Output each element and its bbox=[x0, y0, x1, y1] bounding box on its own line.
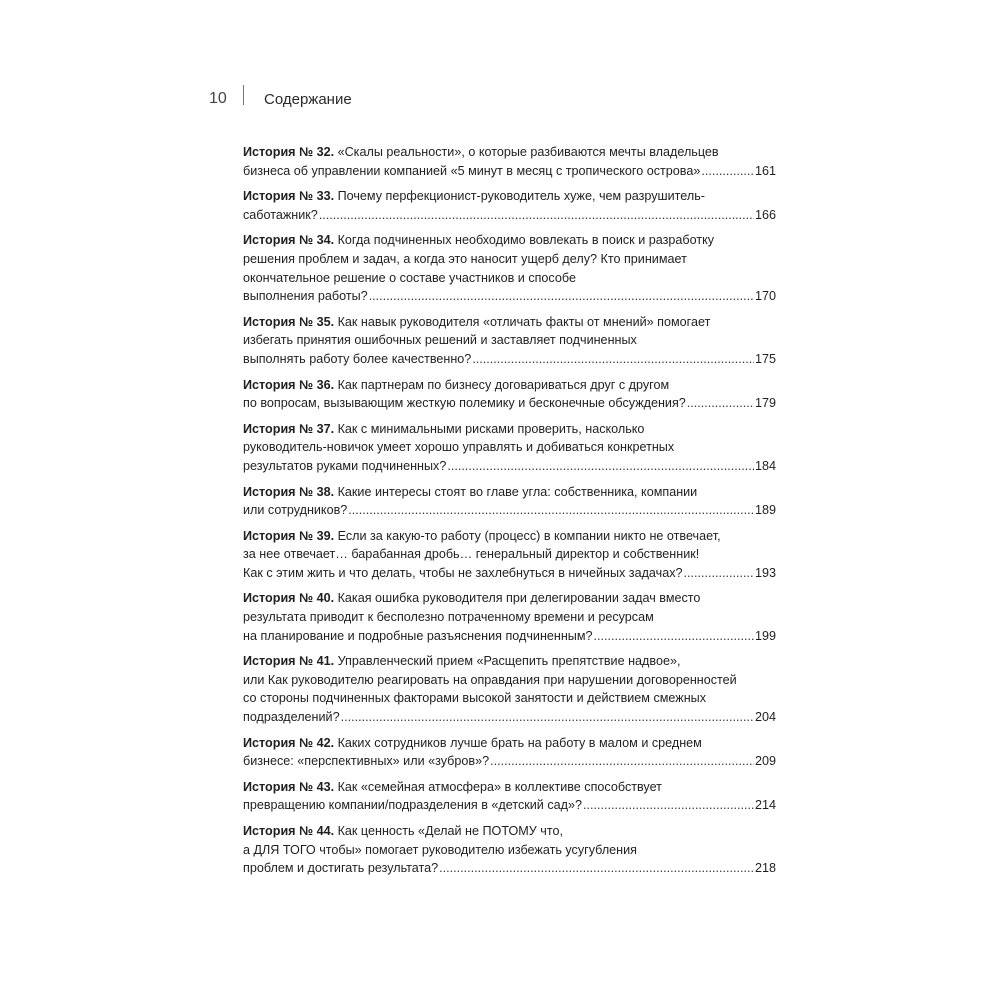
toc-line-text: бизнесе: «перспективных» или «зубров»? bbox=[243, 754, 490, 769]
toc-line bbox=[243, 206, 776, 225]
toc-line bbox=[243, 796, 776, 815]
toc-line-text-wrap bbox=[243, 501, 347, 520]
toc-line bbox=[243, 841, 776, 860]
toc-entry[interactable] bbox=[243, 778, 776, 815]
toc-line-text: избегать принятия ошибочных решений и заставляет подчиненных bbox=[243, 333, 637, 348]
toc-page-number: 179 bbox=[754, 396, 776, 411]
toc-line-text-wrap bbox=[243, 315, 710, 329]
story-label: История № 41. bbox=[243, 654, 335, 669]
toc-line bbox=[243, 350, 776, 369]
toc-line bbox=[243, 231, 776, 250]
toc-line-text: или сотрудников? bbox=[243, 503, 348, 518]
dot-leader bbox=[684, 564, 754, 583]
toc-entry[interactable] bbox=[243, 313, 776, 369]
toc-line-text: Как с минимальными рисками проверить, насколько bbox=[334, 421, 645, 436]
toc-line-text: по вопросам, вызывающим жесткую полемику и бесконечные обсуждения? bbox=[243, 396, 686, 411]
toc-page-number: 189 bbox=[754, 503, 776, 518]
dot-leader bbox=[472, 350, 754, 369]
toc-line-text: выполнения работы? bbox=[243, 289, 368, 304]
toc-entry[interactable] bbox=[243, 652, 776, 726]
toc-line-text: Если за какую-то работу (процесс) в компании никто не отвечает, bbox=[334, 528, 721, 543]
toc-line-text: Как ценность «Делай не ПОТОМУ что, bbox=[334, 824, 563, 838]
dot-leader bbox=[701, 162, 754, 181]
toc-line-text: Какая ошибка руководителя при делегировании задач вместо bbox=[334, 591, 701, 606]
dot-leader bbox=[594, 627, 754, 646]
toc-line bbox=[243, 331, 776, 350]
toc-line bbox=[243, 162, 776, 181]
toc-line-text: решения проблем и задач, а когда это наносит ущерб делу? Кто принимает bbox=[243, 251, 687, 266]
toc-line-text: за нее отвечает… барабанная дробь… генеральный директор и собственник! bbox=[243, 547, 700, 562]
toc-line-text: подразделений? bbox=[243, 710, 340, 725]
toc-entry[interactable] bbox=[243, 734, 776, 771]
toc-line bbox=[243, 501, 776, 520]
dot-leader bbox=[369, 287, 754, 306]
story-label: История № 39. bbox=[243, 528, 335, 543]
toc-line-text-wrap bbox=[243, 233, 714, 247]
dot-leader bbox=[348, 501, 754, 520]
dot-leader bbox=[490, 752, 754, 771]
toc-entry[interactable] bbox=[243, 822, 776, 878]
header-divider bbox=[243, 85, 244, 105]
toc-line bbox=[243, 752, 776, 771]
toc-line bbox=[243, 708, 776, 727]
toc-line bbox=[243, 778, 776, 797]
toc-entry[interactable] bbox=[243, 376, 776, 413]
toc-line-text-wrap bbox=[243, 287, 368, 306]
toc-line-text-wrap bbox=[243, 189, 705, 203]
toc-line-text-wrap bbox=[243, 708, 340, 727]
toc-line-text: руководитель-новичок умеет хорошо управлять и добиваться конкретных bbox=[243, 440, 675, 455]
toc-line bbox=[243, 483, 776, 502]
toc-page-number: 199 bbox=[754, 628, 776, 643]
toc-page-number: 209 bbox=[754, 754, 776, 769]
toc-line-text-wrap bbox=[243, 824, 563, 838]
toc-line-text-wrap bbox=[243, 843, 637, 857]
toc-line bbox=[243, 376, 776, 395]
story-label: История № 33. bbox=[243, 189, 335, 204]
toc-line-text-wrap bbox=[243, 271, 576, 285]
toc-line-text-wrap bbox=[243, 394, 686, 413]
toc-line-text-wrap bbox=[243, 627, 593, 646]
story-label: История № 32. bbox=[243, 145, 335, 159]
toc-line-text: Как партнерам по бизнесу договариваться друг с другом bbox=[334, 377, 670, 392]
toc-line-text: саботажник? bbox=[243, 207, 318, 222]
dot-leader bbox=[439, 859, 754, 878]
toc-line-text: на планирование и подробные разъяснения подчиненным? bbox=[243, 628, 593, 643]
story-label: История № 38. bbox=[243, 484, 335, 499]
toc-line bbox=[243, 734, 776, 753]
toc-line bbox=[243, 313, 776, 332]
toc-entry[interactable] bbox=[243, 483, 776, 520]
toc-line-text-wrap bbox=[243, 780, 662, 794]
toc-line bbox=[243, 671, 776, 690]
dot-leader bbox=[583, 796, 754, 815]
toc-line-text-wrap bbox=[243, 673, 737, 687]
toc-line-text: превращению компании/подразделения в «детский сад»? bbox=[243, 798, 582, 813]
dot-leader bbox=[687, 394, 754, 413]
toc-line-text: результатов руками подчиненных? bbox=[243, 458, 447, 473]
toc-line-text-wrap bbox=[243, 350, 471, 369]
toc-line-text: или Как руководителю реагировать на оправдания при нарушении договоренностей bbox=[243, 672, 737, 687]
toc-entry[interactable] bbox=[243, 143, 776, 180]
toc-line bbox=[243, 143, 776, 162]
story-label: История № 36. bbox=[243, 377, 335, 392]
toc-line-text: Управленческий прием «Расщепить препятствие надвое», bbox=[334, 654, 681, 669]
toc-line-text-wrap bbox=[243, 796, 582, 815]
toc-line bbox=[243, 269, 776, 288]
story-label: История № 40. bbox=[243, 591, 335, 606]
toc-line-text-wrap bbox=[243, 691, 706, 705]
toc-line-text-wrap bbox=[243, 333, 637, 347]
page-header bbox=[209, 86, 352, 112]
toc-page-number: 204 bbox=[754, 710, 776, 725]
story-label: История № 44. bbox=[243, 824, 335, 838]
toc-page-number: 175 bbox=[754, 351, 776, 366]
toc-line bbox=[243, 187, 776, 206]
toc-line-text: Какие интересы стоят во главе угла: собственника, компании bbox=[334, 484, 698, 499]
toc-line-text-wrap bbox=[243, 440, 674, 454]
toc-line bbox=[243, 394, 776, 413]
toc-line bbox=[243, 420, 776, 439]
toc-line-text-wrap bbox=[243, 422, 644, 436]
toc-line bbox=[243, 545, 776, 564]
toc-page-number: 193 bbox=[754, 565, 776, 580]
toc-line-text: проблем и достигать результата? bbox=[243, 861, 439, 876]
toc-line-text: «Скалы реальности», о которые разбиваются мечты владельцев bbox=[334, 145, 719, 159]
toc-line bbox=[243, 822, 776, 841]
toc-page-number: 214 bbox=[754, 798, 776, 813]
toc-line-text: со стороны подчиненных факторами высокой занятости и действием смежных bbox=[243, 691, 707, 706]
toc-page-number: 184 bbox=[754, 458, 776, 473]
toc-line-text-wrap bbox=[243, 206, 318, 225]
toc-line-text: бизнеса об управлении компанией «5 минут в месяц с тропического острова» bbox=[243, 163, 701, 178]
toc-line-text-wrap bbox=[243, 547, 699, 561]
toc-line bbox=[243, 859, 776, 878]
toc-page-number: 166 bbox=[754, 207, 776, 222]
toc-line bbox=[243, 608, 776, 627]
toc-line bbox=[243, 689, 776, 708]
toc-line-text: а ДЛЯ ТОГО чтобы» помогает руководителю избежать усугубления bbox=[243, 842, 637, 857]
toc-line-text-wrap bbox=[243, 378, 669, 392]
story-label: История № 37. bbox=[243, 421, 335, 436]
story-label: История № 34. bbox=[243, 233, 335, 248]
toc-entry[interactable] bbox=[243, 420, 776, 476]
toc-entry[interactable] bbox=[243, 527, 776, 583]
toc-page-number: 161 bbox=[754, 163, 776, 178]
dot-leader bbox=[447, 457, 754, 476]
toc-line bbox=[243, 438, 776, 457]
toc-line-text: Каких сотрудников лучше брать на работу в малом и среднем bbox=[334, 735, 702, 750]
toc-line-text-wrap bbox=[243, 457, 446, 476]
toc-line-text-wrap bbox=[243, 859, 438, 878]
toc-line-text: Как с этим жить и что делать, чтобы не захлебнуться в ничейных задачах? bbox=[243, 565, 683, 580]
toc-line-text-wrap bbox=[243, 654, 680, 668]
toc-line bbox=[243, 589, 776, 608]
toc-entry[interactable] bbox=[243, 187, 776, 224]
toc-line-text-wrap bbox=[243, 485, 697, 499]
toc-page-number: 170 bbox=[754, 289, 776, 304]
toc-line-text-wrap bbox=[243, 736, 702, 750]
toc-line bbox=[243, 527, 776, 546]
toc-line bbox=[243, 652, 776, 671]
dot-leader bbox=[319, 206, 754, 225]
toc-line-text: результата приводит к бесполезно потраченному времени и ресурсам bbox=[243, 610, 654, 625]
toc-line bbox=[243, 627, 776, 646]
story-label: История № 42. bbox=[243, 735, 335, 750]
toc-line-text-wrap bbox=[243, 529, 721, 543]
toc-line bbox=[243, 564, 776, 583]
toc-entry[interactable] bbox=[243, 231, 776, 305]
toc-line-text: Почему перфекционист-руководитель хуже, чем разрушитель- bbox=[334, 189, 705, 204]
toc-line bbox=[243, 250, 776, 269]
toc-line-text-wrap bbox=[243, 162, 700, 181]
toc-line-text-wrap bbox=[243, 752, 489, 771]
toc-line bbox=[243, 457, 776, 476]
page-number: 10 bbox=[209, 90, 227, 107]
toc-line-text-wrap bbox=[243, 564, 683, 583]
dot-leader bbox=[341, 708, 754, 727]
toc-line-text-wrap bbox=[243, 610, 654, 624]
story-label: История № 35. bbox=[243, 314, 335, 329]
toc-page-number: 218 bbox=[754, 861, 776, 876]
section-title: Содержание bbox=[264, 90, 352, 108]
toc-line-text: Когда подчиненных необходимо вовлекать в поиск и разработку bbox=[334, 233, 715, 248]
toc-line-text: выполнять работу более качественно? bbox=[243, 351, 472, 366]
toc-line-text-wrap bbox=[243, 252, 687, 266]
toc-line-text: Как навык руководителя «отличать факты от мнений» помогает bbox=[334, 314, 711, 329]
story-label: История № 43. bbox=[243, 779, 335, 794]
toc-line-text: окончательное решение о составе участников и способе bbox=[243, 270, 576, 285]
toc-line-text-wrap bbox=[243, 145, 719, 159]
toc-line-text: Как «семейная атмосфера» в коллективе способствует bbox=[334, 779, 662, 794]
toc-line-text-wrap bbox=[243, 591, 700, 605]
toc-entry[interactable] bbox=[243, 589, 776, 645]
toc-line bbox=[243, 287, 776, 306]
table-of-contents bbox=[243, 143, 776, 885]
